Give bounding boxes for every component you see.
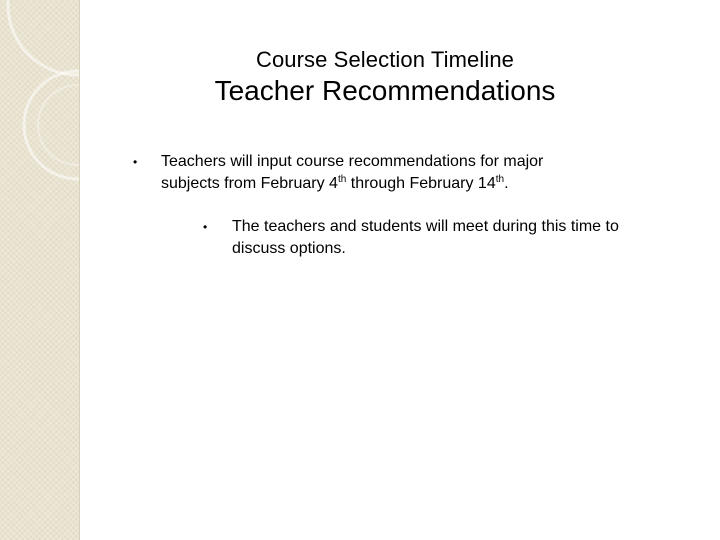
- slide-title-line-2: Teacher Recommendations: [214, 75, 556, 106]
- slide-title-line-1: Course Selection Timeline: [255, 47, 515, 72]
- bullet-1-text-part-c: .: [504, 175, 509, 192]
- bullet-1-superscript-a: th: [337, 174, 347, 185]
- decorative-circles: [0, 0, 79, 540]
- decorative-side-panel: [0, 0, 80, 540]
- bullet-item-2: [203, 216, 623, 260]
- bullet-marker: •: [133, 155, 138, 169]
- bullet-marker: •: [203, 220, 208, 234]
- bullet-1-superscript-b: th: [495, 174, 505, 185]
- slide-title: [150, 46, 620, 108]
- bullet-item-2-text: The teachers and students will meet during this time to discuss options.: [232, 218, 619, 257]
- bullet-item-1-text: [161, 151, 603, 195]
- bullet-item-1: [133, 151, 603, 195]
- bullet-1-text-part-a: Teachers will input course recommendations for major subjects from February 4: [161, 153, 544, 192]
- bullet-1-text-part-b: through February 14: [346, 175, 496, 192]
